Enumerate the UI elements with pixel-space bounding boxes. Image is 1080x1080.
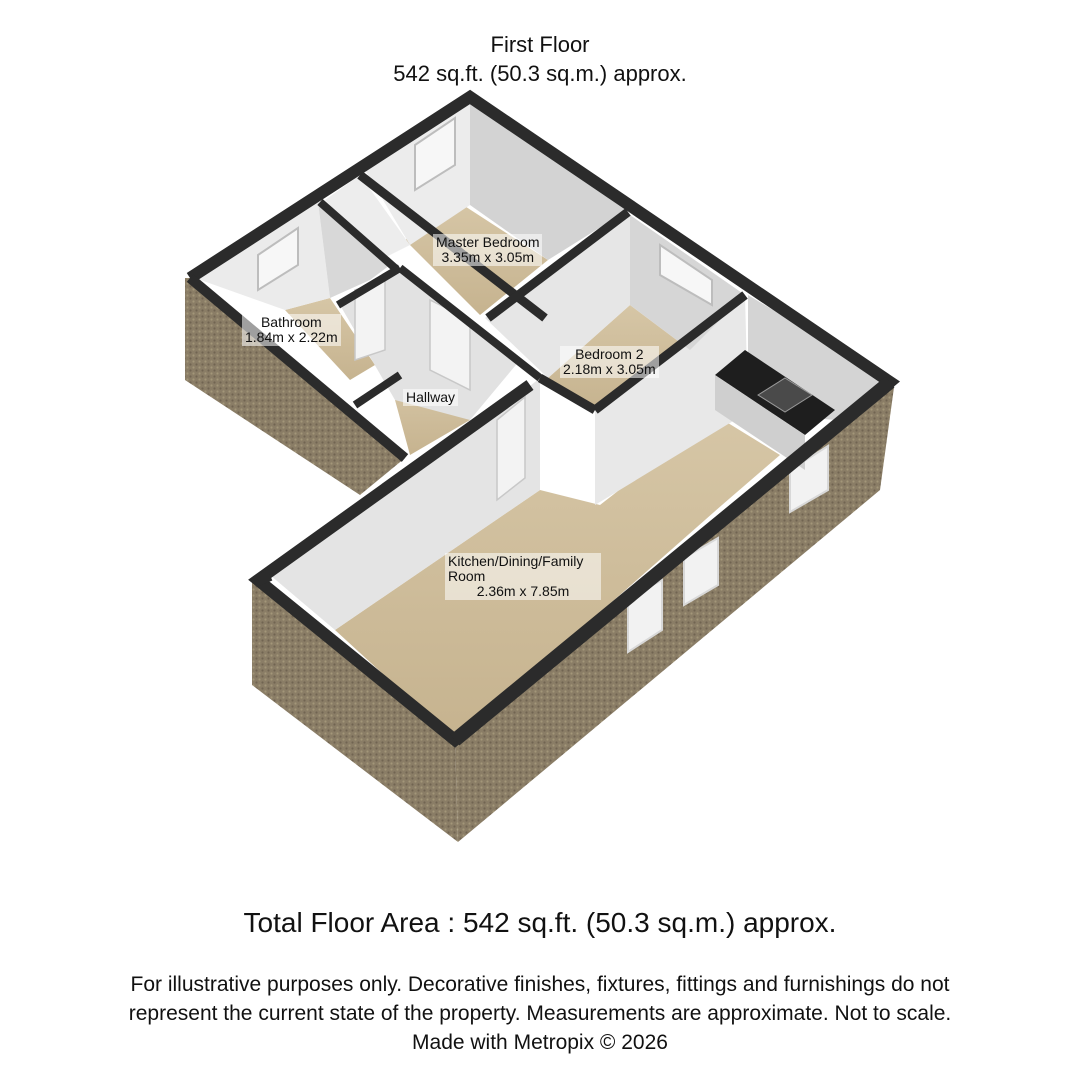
room-name: Bathroom [260,314,322,330]
room-label-bathroom [242,314,341,346]
room-label-master-bedroom [433,234,542,266]
room-name: Master Bedroom [436,234,540,250]
room-label-hallway [403,389,458,406]
room-dimensions: 3.35m x 3.05m [441,249,535,265]
disclaimer-line: For illustrative purposes only. Decorative finishes, fixtures, fittings and furnishings do not [130,973,950,996]
room-name: Hallway [406,389,456,405]
room-label-kitchen [445,553,601,600]
disclaimer [40,970,1040,1057]
room-dimensions: 2.18m x 3.05m [563,361,656,377]
room-name: Kitchen/Dining/Family Room [448,553,584,584]
floor-name: First Floor [490,32,590,57]
floor-area: 542 sq.ft. (50.3 sq.m.) approx. [393,61,687,86]
total-floor-area: Total Floor Area : 542 sq.ft. (50.3 sq.m.) approx. [243,907,837,938]
room-dimensions: 1.84m x 2.22m [245,329,338,345]
room-name: Bedroom 2 [575,346,644,362]
room-dimensions: 2.36m x 7.85m [476,583,570,599]
credit-line: Made with Metropix © 2026 [412,1031,668,1054]
disclaimer-line: represent the current state of the property. Measurements are approximate. Not to scale. [128,1002,952,1025]
room-label-bedroom-2 [560,346,659,378]
